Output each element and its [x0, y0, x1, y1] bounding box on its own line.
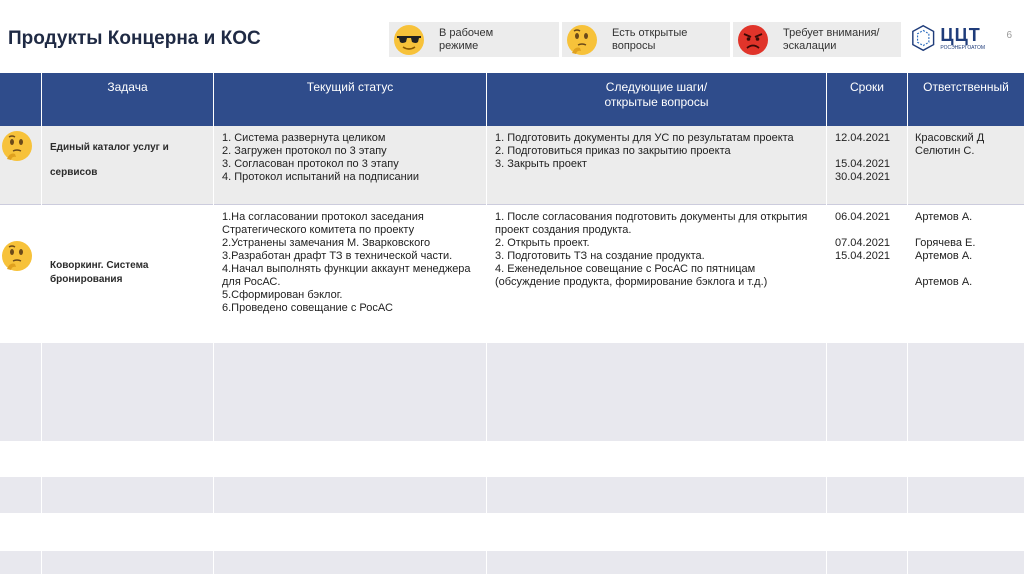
list-item: 3. Подготовить ТЗ на создание продукта. [495, 250, 705, 262]
logo-subtext: РОСЭНЕРГОАТОМ [940, 44, 985, 51]
logo-text: ЦЦТ [940, 24, 981, 45]
owner-value: Артемов А. [915, 276, 973, 288]
dates-cell [835, 132, 905, 184]
date-value: 06.04.2021 [835, 211, 891, 223]
table-row-empty [0, 551, 1024, 574]
list-item: 4. Еженедельное совещание с РосАС по пятницам (обсуждение продукта, формирование бэклога и т.д.) [495, 263, 768, 288]
column-divider [486, 73, 487, 574]
list-item: 4.Начал выполнять функции аккаунт менеджера для РосАС. [222, 263, 471, 288]
column-divider [907, 73, 908, 574]
angry-face-icon [737, 24, 769, 56]
owner-value: Красовский Д [915, 132, 985, 144]
table-row-empty [0, 441, 1024, 477]
legend-item-open-questions [562, 22, 730, 57]
owner-value: Горячева Е. [915, 237, 976, 249]
status-list [222, 211, 480, 315]
owner-cell [915, 211, 1020, 289]
header-status [214, 73, 486, 126]
company-logo [910, 20, 985, 56]
owner-value: Артемов А. [915, 250, 973, 262]
date-value: 12.04.2021 [835, 132, 891, 144]
list-item: 2. Открыть проект. [495, 237, 590, 249]
thinking-face-icon [1, 130, 33, 162]
task-name: Единый каталог услуг и сервисов [50, 142, 169, 178]
legend-item-escalation [733, 22, 901, 57]
column-divider [826, 73, 827, 574]
header-owner-label: Ответственный [923, 80, 1009, 94]
list-item: 1.На согласовании протокол заседания Стратегического комитета по проекту [222, 211, 424, 236]
legend-text: В рабочем режиме [439, 26, 494, 52]
date-value: 15.04.2021 [835, 250, 891, 262]
date-value: 30.04.2021 [835, 171, 891, 183]
legend-text: Требует внимания/ эскалации [783, 26, 880, 52]
header-dates [827, 73, 907, 126]
page-title: Продукты Концерна и КОС [8, 28, 261, 49]
list-item: 1. Подготовить документы для УС по результатам проекта [495, 132, 794, 144]
header-task-label: Задача [107, 80, 148, 94]
list-item: 4. Протокол испытаний на подписании [222, 171, 419, 183]
column-divider [41, 73, 42, 574]
date-value: 15.04.2021 [835, 158, 891, 170]
date-value: 07.04.2021 [835, 237, 891, 249]
legend-item-working [389, 22, 559, 57]
list-item: 2. Подготовиться приказ по закрытию проекта [495, 145, 731, 157]
hexagon-logo-icon [910, 23, 936, 53]
table-row-empty [0, 513, 1024, 551]
header-next-label: Следующие шаги/ открытые вопросы [604, 80, 709, 109]
sunglasses-face-icon [393, 24, 425, 56]
owner-cell [915, 132, 1020, 158]
list-item: 3. Согласован протокол по 3 этапу [222, 158, 399, 170]
thinking-face-icon [1, 240, 33, 272]
list-item: 5.Сформирован бэклог. [222, 289, 343, 301]
task-name: Коворкинг. Система бронирования [50, 260, 149, 285]
list-item: 3.Разработан драфт ТЗ в технической части. [222, 250, 453, 262]
next-steps-list [495, 211, 820, 289]
header-next [487, 73, 826, 126]
table-row-empty [0, 477, 1024, 513]
header-task [42, 73, 213, 126]
owner-value: Селютин С. [915, 145, 975, 157]
list-item: 6.Проведено совещание с РосАС [222, 302, 393, 314]
thinking-face-icon [566, 24, 598, 56]
dates-cell [835, 211, 905, 263]
header-indicator [0, 73, 41, 126]
list-item: 1. После согласования подготовить документы для открытия проект создания продукта. [495, 211, 808, 236]
status-list [222, 132, 484, 184]
header-dates-label: Сроки [850, 80, 884, 94]
list-item: 2.Устранены замечания М. Зварковского [222, 237, 431, 249]
column-divider [213, 73, 214, 574]
list-item: 2. Загружен протокол по 3 этапу [222, 145, 387, 157]
owner-value: Артемов А. [915, 211, 973, 223]
header-owner [908, 73, 1024, 126]
legend-text: Есть открытые вопросы [612, 26, 688, 52]
page-number: 6 [1006, 30, 1012, 41]
list-item: 1. Система развернута целиком [222, 132, 386, 144]
table-row-empty [0, 343, 1024, 441]
header-status-label: Текущий статус [306, 80, 394, 94]
next-steps-list [495, 132, 815, 171]
list-item: 3. Закрыть проект [495, 158, 587, 170]
